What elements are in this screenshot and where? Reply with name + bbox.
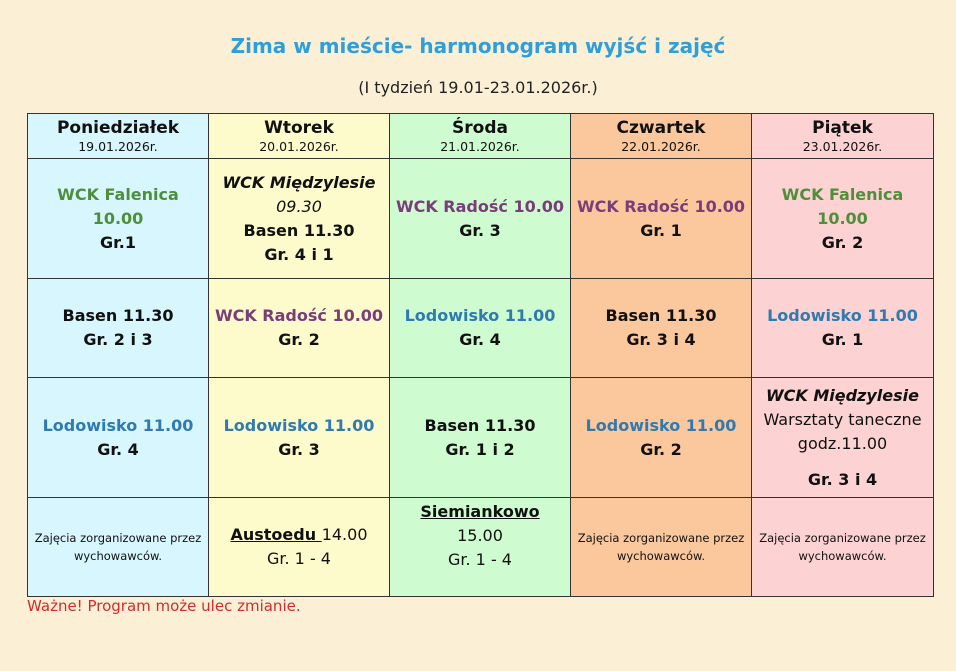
day-header-monday — [28, 114, 209, 159]
activity-label: Warsztaty taneczne — [763, 409, 922, 429]
time-label: 14.00 — [321, 525, 368, 544]
note-line: wychowawców. — [73, 549, 163, 563]
cell-thursday-3 — [571, 378, 752, 498]
cell-friday-3 — [752, 378, 934, 498]
activity-label: Basen 11.30 — [243, 220, 355, 240]
group-label: Gr. 1 — [821, 330, 864, 349]
schedule-row-3 — [28, 378, 934, 498]
spacer — [754, 456, 931, 468]
group-label: Gr. 1 - 4 — [267, 549, 331, 568]
day-header-wednesday — [390, 114, 571, 159]
group-label: Gr. 4 — [97, 439, 139, 459]
group-label: Gr.1 — [100, 232, 136, 252]
disclaimer-note: Ważne! Program może ulec zmianie. — [27, 597, 301, 615]
note-line: wychowawców. — [798, 549, 887, 563]
day-date: 22.01.2026r. — [621, 139, 701, 154]
time-label: 09.30 — [276, 196, 322, 216]
cell-wednesday-4 — [390, 498, 571, 597]
note-line: Zajęcia zorganizowane przez — [34, 531, 202, 545]
cell-tuesday-3 — [209, 378, 390, 498]
cell-monday-4 — [28, 498, 209, 597]
schedule-row-1 — [28, 159, 934, 279]
group-label: Gr. 4 — [459, 330, 501, 349]
group-label: Gr. 3 i 4 — [807, 469, 878, 489]
cell-thursday-1 — [571, 159, 752, 279]
activity-label: Lodowisko 11.00 — [42, 415, 194, 435]
activity-label: Lodowisko 11.00 — [585, 415, 737, 435]
cell-thursday-2 — [571, 279, 752, 378]
activity-label: Basen 11.30 — [424, 415, 536, 435]
time-label: 10.00 — [92, 208, 144, 228]
day-date: 23.01.2026r. — [802, 139, 883, 154]
activity-label: Lodowisko 11.00 — [767, 306, 918, 325]
cell-monday-3 — [28, 378, 209, 498]
activity-label: Basen 11.30 — [62, 306, 174, 325]
group-label: Gr. 1 i 2 — [445, 439, 515, 459]
day-name: Poniedziałek — [56, 118, 180, 138]
cell-wednesday-3 — [390, 378, 571, 498]
place-label: WCK Radość 10.00 — [576, 196, 746, 216]
group-label: Gr. 1 - 4 — [448, 550, 512, 569]
group-label: Gr. 2 — [640, 439, 682, 459]
cell-tuesday-1 — [209, 159, 390, 279]
place-label: WCK Falenica — [57, 184, 179, 204]
place-label: Siemiankowo — [420, 502, 540, 521]
day-date: 19.01.2026r. — [78, 139, 158, 154]
cell-thursday-4 — [571, 498, 752, 597]
group-label: Gr. 2 i 3 — [83, 330, 153, 349]
day-name: Środa — [452, 118, 508, 138]
place-label: Austoedu — [230, 525, 322, 544]
group-label: Gr. 1 — [640, 220, 682, 240]
day-header-tuesday — [209, 114, 390, 159]
group-label: Gr. 2 — [821, 232, 864, 252]
day-date: 21.01.2026r. — [440, 139, 520, 154]
group-label: Gr. 3 — [278, 439, 320, 459]
time-label: 15.00 — [457, 526, 503, 545]
day-name: Czwartek — [616, 118, 706, 138]
header-row — [28, 114, 934, 159]
cell-tuesday-4 — [209, 498, 390, 597]
note-line: Zajęcia zorganizowane przez — [759, 531, 926, 545]
activity-label: Lodowisko 11.00 — [223, 415, 375, 435]
activity-label: Basen 11.30 — [605, 306, 717, 325]
note-line: wychowawców. — [616, 549, 706, 563]
schedule-row-2 — [28, 279, 934, 378]
day-date: 20.01.2026r. — [259, 139, 339, 154]
day-name: Piątek — [812, 118, 873, 138]
page-subtitle: (I tydzień 19.01-23.01.2026r.) — [358, 78, 598, 97]
cell-wednesday-2 — [390, 279, 571, 378]
group-label: Gr. 2 — [278, 330, 320, 349]
day-name: Wtorek — [264, 118, 334, 138]
schedule-row-4 — [28, 498, 934, 597]
time-label: 10.00 — [817, 208, 868, 228]
cell-wednesday-1 — [390, 159, 571, 279]
group-label: Gr. 3 i 4 — [626, 330, 696, 349]
cell-friday-4 — [752, 498, 934, 597]
cell-tuesday-2 — [209, 279, 390, 378]
schedule-table — [27, 113, 934, 597]
activity-label: WCK Radość 10.00 — [214, 306, 384, 325]
time-label: godz.11.00 — [797, 433, 888, 453]
activity-label: Lodowisko 11.00 — [404, 306, 556, 325]
place-label: WCK Międzylesie — [765, 385, 919, 405]
cell-friday-2 — [752, 279, 934, 378]
cell-monday-1 — [28, 159, 209, 279]
group-label: Gr. 4 i 1 — [264, 244, 334, 264]
page-title: Zima w mieście- harmonogram wyjść i zajęć — [230, 34, 726, 58]
cell-monday-2 — [28, 279, 209, 378]
place-label: WCK Falenica — [781, 184, 904, 204]
place-label: WCK Międzylesie — [222, 172, 376, 192]
day-header-friday — [752, 114, 934, 159]
day-header-thursday — [571, 114, 752, 159]
note-line: Zajęcia zorganizowane przez — [577, 531, 745, 545]
group-label: Gr. 3 — [459, 220, 501, 240]
place-time-line — [211, 523, 387, 547]
place-label: WCK Radość 10.00 — [395, 196, 565, 216]
cell-friday-1 — [752, 159, 934, 279]
